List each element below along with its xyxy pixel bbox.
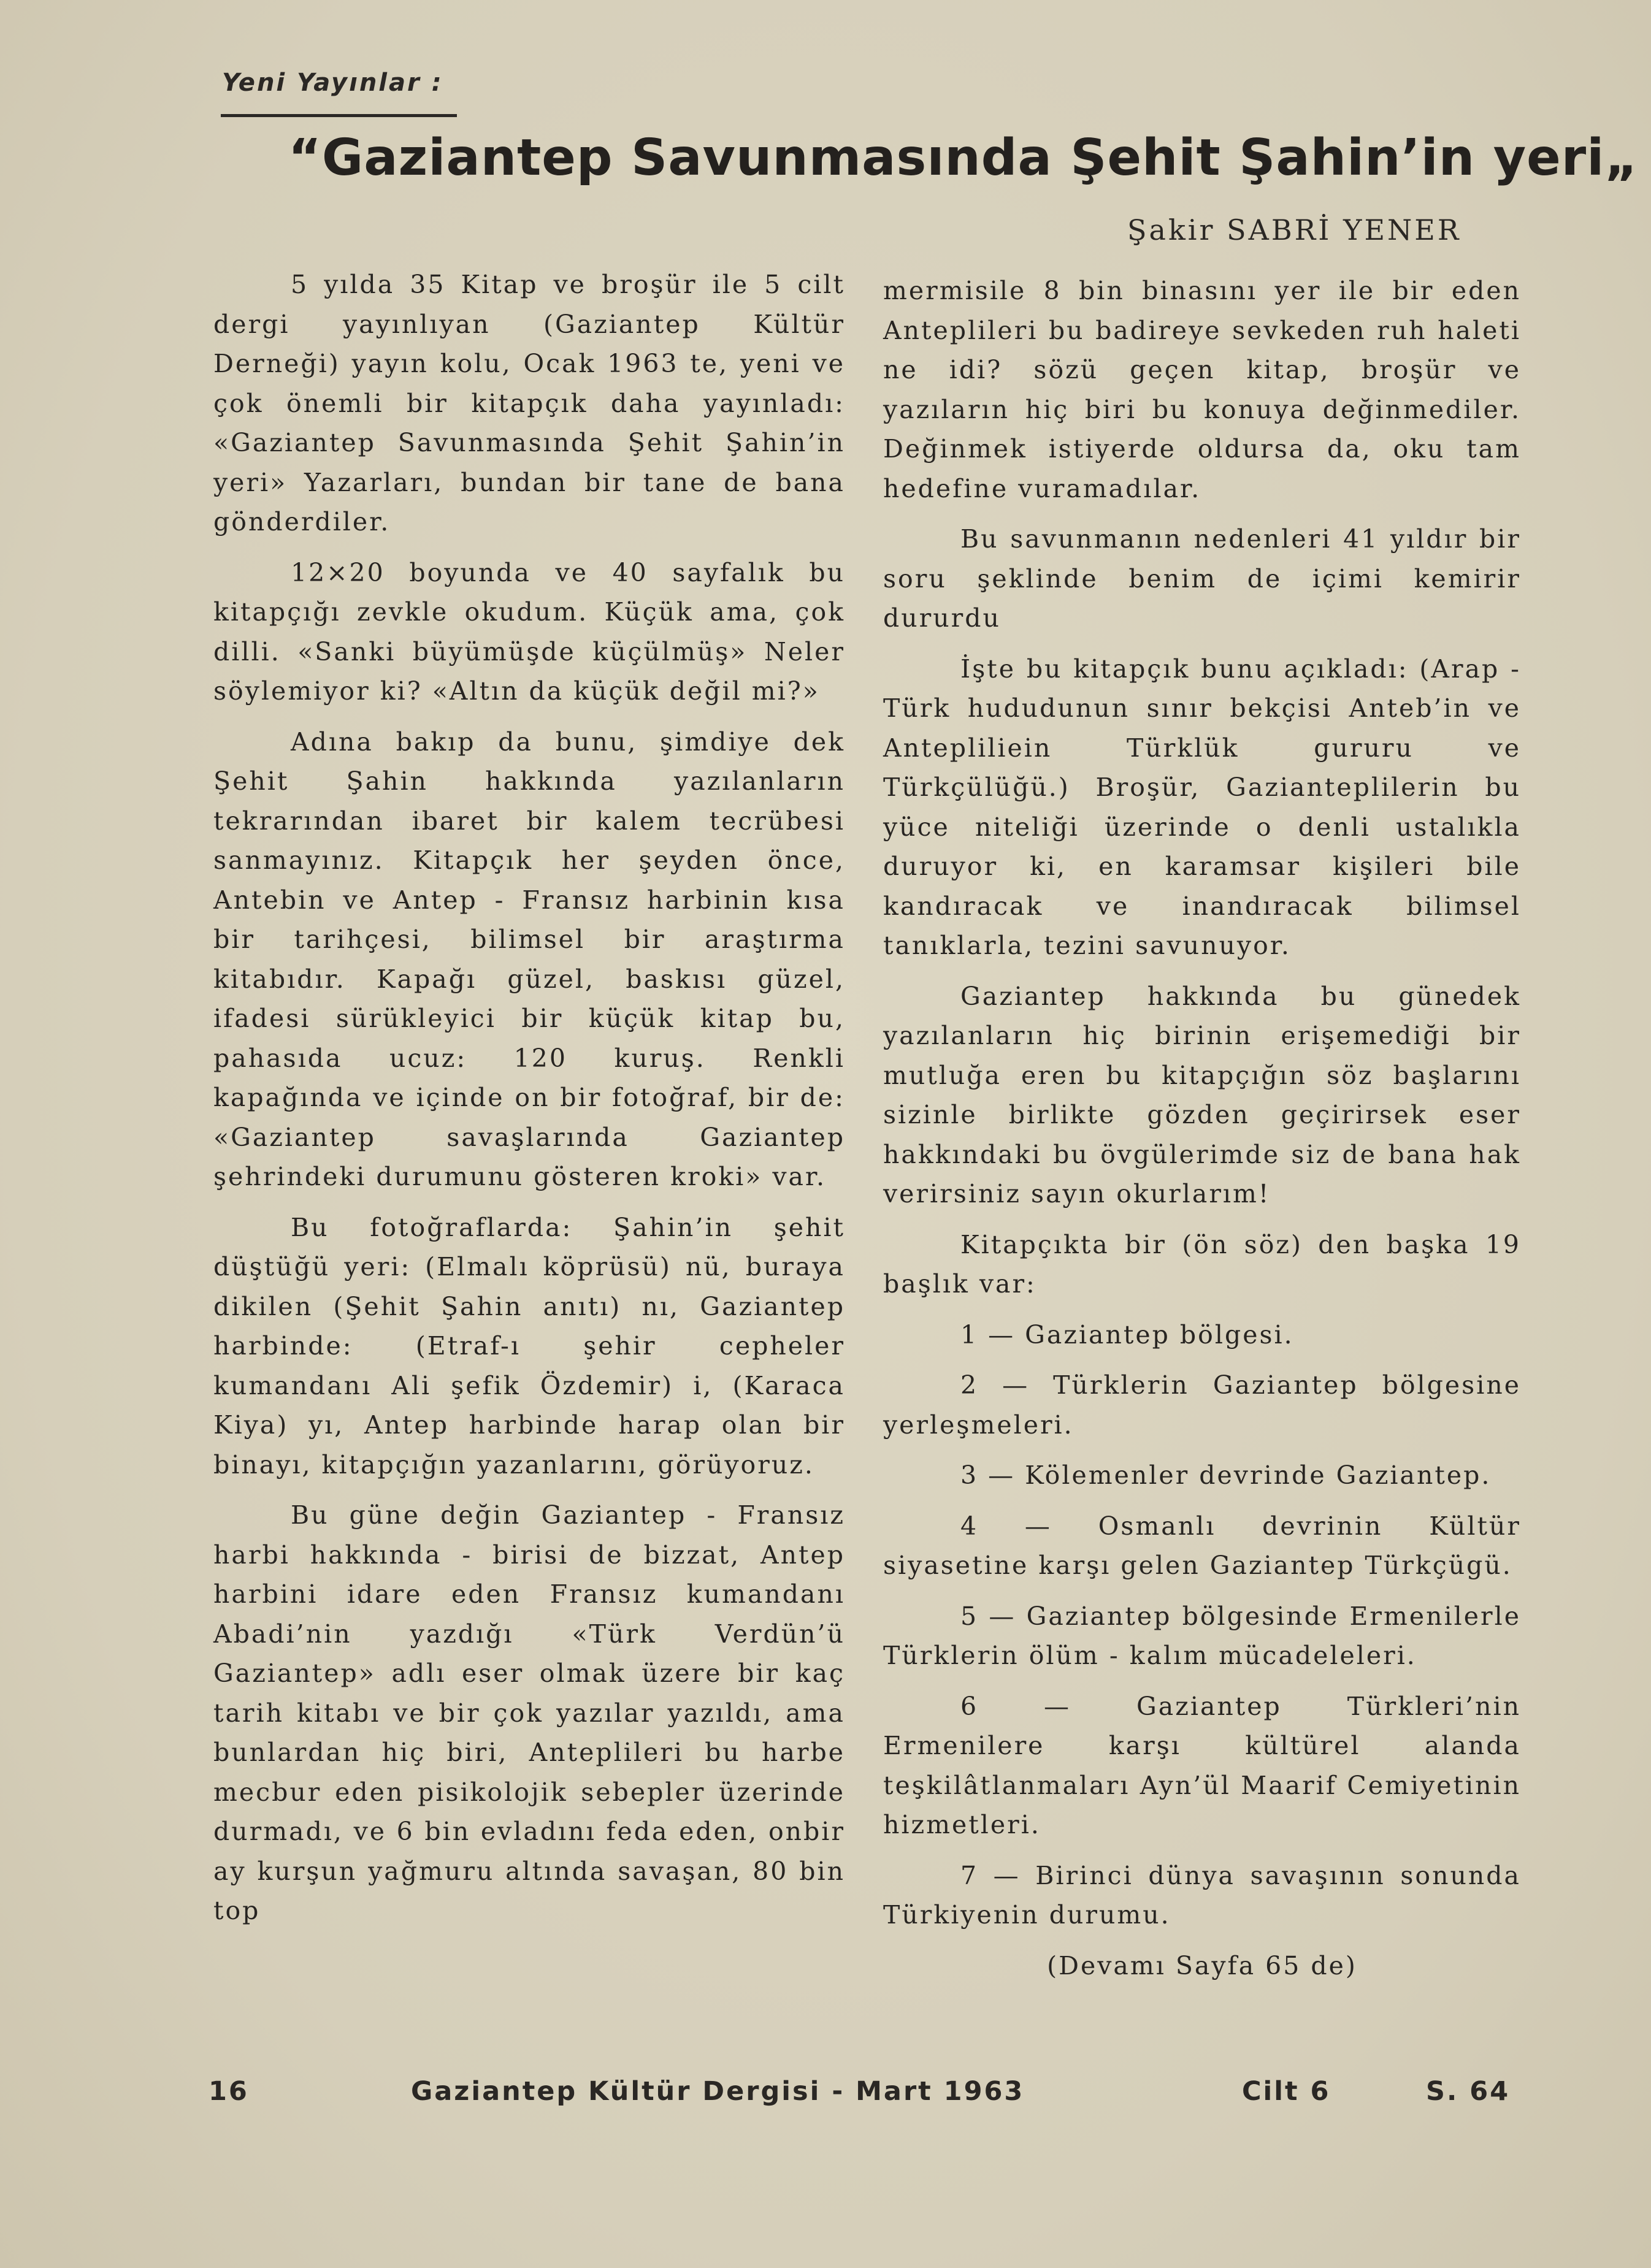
paragraph: Kitapçıkta bir (ön söz) den başka 19 başlık var: xyxy=(883,1229,1521,1299)
paragraph: İşte bu kitapçık bunu açıkladı: (Arap - Türk hududunun sınır bekçisi Anteb’in ve Antepliliein Türklük gururu ve Türkçülüğü.) Broşür, Gazianteplilerin bu yüce niteliği üzerinde o denli ustalıkla duruyor ki, en karamsar kişileri bile kandıracak ve inandıracak bilimsel tanıklarla, tezini savunuyor. xyxy=(883,654,1521,960)
issue-number: S. 64 xyxy=(1426,2076,1511,2107)
toc-item: 6 — Gaziantep Türkleri’nin Ermenilere karşı kültürel alanda teşkilâtlanmaları Ayn’ül Maarif Cemiyetinin hizmetleri. xyxy=(883,1691,1521,1839)
volume-label: Cilt 6 xyxy=(1242,2076,1331,2107)
toc-item: 3 — Kölemenler devrinde Gaziantep. xyxy=(960,1460,1492,1490)
right-text-column xyxy=(883,271,1521,1996)
paragraph: Bu fotoğraflarda: Şahin’in şehit düştüğü yeri: (Elmalı köprüsü) nü, buraya dikilen (Şehit Şahin anıtı) nı, Gaziantep harbinde: (Etraf-ı şehir cepheler kumandanı Ali şefik Özdemir) i, (Karaca Kiya) yı, Antep harbinde harap olan bir binayı, kitapçığın yazanlarını, görüyoruz. xyxy=(213,1212,845,1480)
paragraph: Adına bakıp da bunu, şimdiye dek Şehit Şahin hakkında yazılanların tekrarından ibaret bir kalem tecrübesi sanmayınız. Kitapçık her şeyden önce, Antebin ve Antep - Fransız harbinin kısa bir tarihçesi, bilimsel bir araştırma kitabıdır. Kapağı güzel, baskısı güzel, ifadesi sürükleyici bir küçük kitap bu, pahasıda ucuz: 120 kuruş. Renkli kapağında ve içinde on bir fotoğraf, bir de: «Gaziantep savaşlarında Gaziantep şehrindeki durumunu gösteren kroki» var. xyxy=(213,727,845,1191)
continued-note: (Devamı Sayfa 65 de) xyxy=(1047,1950,1357,1980)
paragraph: Bu güne değin Gaziantep - Fransız harbi hakkında - birisi de bizzat, Antep harbini idare eden Fransız kumandanı Abadi’nin yazdığı «Türk Verdün’ü Gaziantep» adlı eser olmak üzere bir kaç tarih kitabı ve bir çok yazılar yazıldı, ama bunlardan hiç biri, Anteplileri bu harbe mecbur eden pisikolojik sebepler üzerinde durmadı, ve 6 bin evladını feda eden, onbir ay kurşun yağmuru altında savaşan, 80 bin top xyxy=(213,1500,845,1925)
toc-item: 1 — Gaziantep bölgesi. xyxy=(960,1319,1294,1350)
left-text-column xyxy=(213,265,845,1942)
toc-item: 5 — Gaziantep bölgesinde Ermenilerle Türklerin ölüm - kalım mücadeleleri. xyxy=(883,1601,1521,1670)
paragraph-continuation: mermisile 8 bin binasını yer ile bir eden Anteplileri bu badireye sevkeden ruh haleti ne idi? sözü geçen kitap, broşür ve yazıların hiç biri bu konuya değinmediler. Değinmek istiyerde oldursa da, oku tam hedefine vuramadılar. xyxy=(883,276,1521,503)
paragraph: 5 yılda 35 Kitap ve broşür ile 5 cilt dergi yayınlıyan (Gaziantep Kültür Derneği) yayın kolu, Ocak 1963 te, yeni ve çok önemli bir kitapçık daha yayınladı: «Gaziantep Savunmasında Şehit Şahin’in yeri» Yazarları, bundan bir tane de bana gönderdiler. xyxy=(213,270,845,536)
journal-issue: Gaziantep Kültür Dergisi - Mart 1963 xyxy=(411,2076,1025,2107)
toc-item: 2 — Türklerin Gaziantep bölgesine yerleşmeleri. xyxy=(883,1370,1521,1440)
article-author: Şakir SABRİ YENER xyxy=(1127,213,1461,246)
paragraph: 12×20 boyunda ve 40 sayfalık bu kitapçığı zevkle okudum. Küçük ama, çok dilli. «Sanki büyümüşde küçülmüş» Neler söylemiyor ki? «Altın da küçük değil mi?» xyxy=(213,557,845,706)
paragraph: Bu savunmanın nedenleri 41 yıldır bir soru şeklinde benim de içimi kemirir dururdu xyxy=(883,524,1521,633)
article-title: “Gaziantep Savunmasında Şehit Şahin’in yeri„ xyxy=(288,129,1639,187)
toc-item: 7 — Birinci dünya savaşının sonunda Türkiyenin durumu. xyxy=(883,1860,1521,1930)
section-label: Yeni Yayınlar : xyxy=(222,69,443,97)
section-underline xyxy=(221,114,457,117)
toc-item: 4 — Osmanlı devrinin Kültür siyasetine karşı gelen Gaziantep Türkçügü. xyxy=(883,1511,1521,1580)
paragraph: Gaziantep hakkında bu günedek yazılanların hiç birinin erişemediği bir mutluğa eren bu kitapçığın söz başlarını sizinle birlikte gözden geçirirsek eser hakkındaki bu övgülerimde siz de bana hak verirsiniz sayın okurlarım! xyxy=(883,981,1521,1208)
page-number: 16 xyxy=(209,2076,249,2107)
page-footer xyxy=(209,2076,1515,2113)
